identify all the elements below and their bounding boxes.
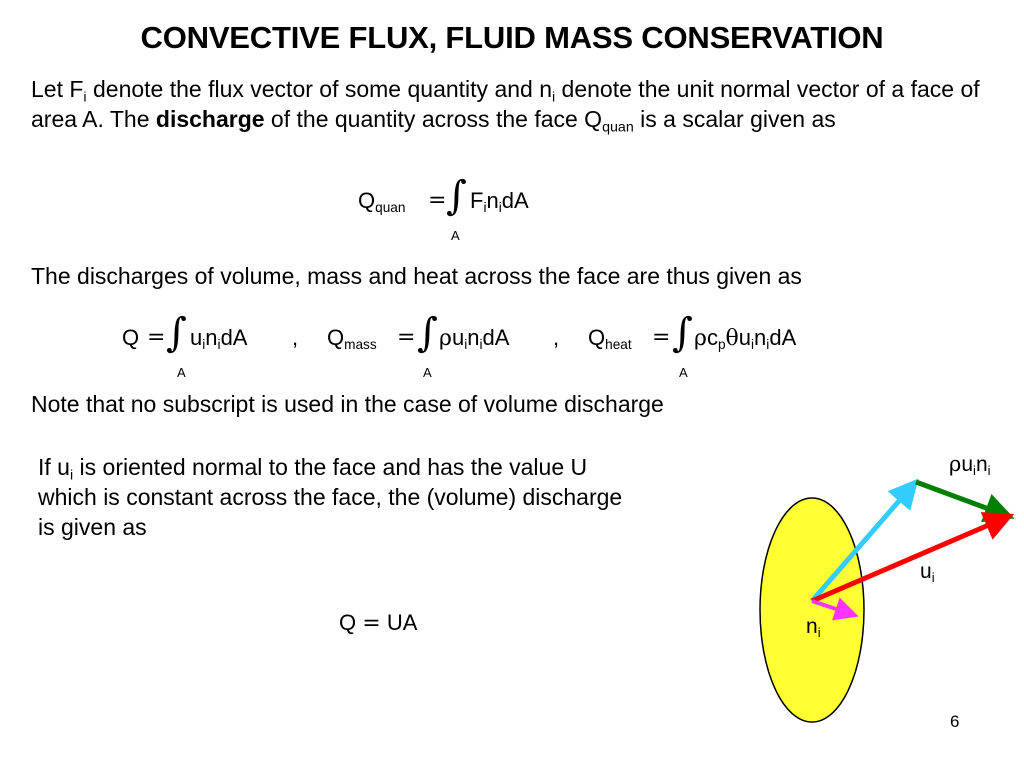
- equation-q-ua: Q = UA: [339, 610, 418, 636]
- uniform-velocity-paragraph: If $u_i$ is oriented normal to the face and has the value U which is constant across the face, the (volume) discharge is given as: [38, 454, 623, 540]
- equation-separator: ,: [292, 325, 299, 350]
- discharges-paragraph: The discharges of volume, mass and heat across the face are thus given as: [31, 263, 802, 289]
- equation-separator: ,: [553, 325, 560, 350]
- label-rho-u-n: $\rho u_in_i$: [949, 452, 991, 478]
- integral-sign: ∫: [446, 173, 467, 219]
- label-u: $u_i$: [920, 560, 935, 585]
- equation-q-volume: Q = ∫ A $u_in_idA$: [122, 310, 248, 380]
- equation-q-mass: $Q_{mass}$ = ∫ A $\rho u_in_idA$: [327, 310, 510, 380]
- equation-q-heat: $Q_{heat}$ = ∫ A $\rho c_p\theta u_in_idA$: [588, 310, 797, 380]
- slide-title: CONVECTIVE FLUX, FLUID MASS CONSERVATION: [140, 20, 884, 55]
- integral-sign: ∫: [417, 310, 438, 356]
- equation-qquan: $Q_{quan}$ = ∫ A $F_in_idA$: [358, 173, 529, 243]
- integral-sign: ∫: [672, 310, 693, 356]
- face-ellipse: [760, 498, 864, 722]
- intro-paragraph: Let $F_i$ denote the flux vector of some quantity and $n_i$ denote the unit normal vector of a face of area A. The discharge of the quantity across the face $Q_{quan}$ is a scalar given as: [31, 76, 980, 136]
- page-number: 6: [950, 712, 960, 731]
- integral-sign: ∫: [166, 310, 187, 356]
- label-n: $n_i$: [806, 615, 821, 640]
- discharge-term: discharge: [155, 106, 265, 132]
- note-paragraph: Note that no subscript is used in the case of volume discharge: [31, 391, 664, 417]
- rho-u-n-arrow: [916, 482, 1005, 515]
